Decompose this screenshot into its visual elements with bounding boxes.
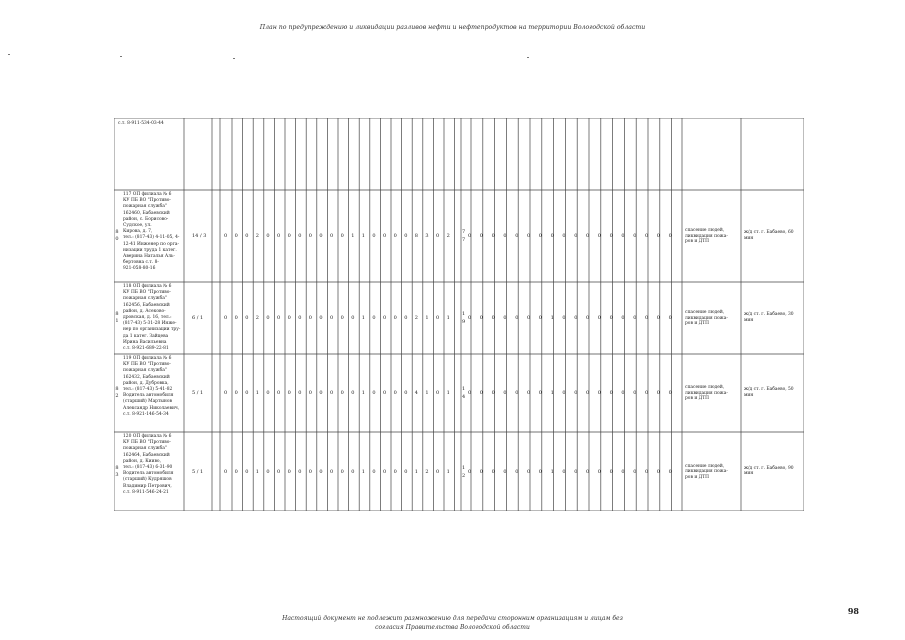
value-cell: 0 (503, 468, 507, 475)
value-cell: 0 (266, 315, 270, 321)
row-number: 8 0 (115, 229, 119, 242)
value-cell: 0 (372, 468, 376, 475)
scan-specks (0, 52, 905, 62)
distance-note: ж/д ст. г. Бабаево, 50 мин (744, 387, 794, 398)
value-cell: 0 (340, 390, 344, 396)
value-cell: 0 (656, 390, 660, 396)
value-cell: 0 (330, 390, 334, 396)
value-cell: 0 (479, 315, 483, 321)
value-cell: 3 (425, 233, 429, 239)
value-cell: 0 (597, 233, 601, 239)
value-cell: 0 (383, 233, 387, 239)
value-cell: 0 (393, 390, 397, 396)
value-cell: 0 (609, 233, 613, 239)
value-cell: 1 (361, 315, 365, 321)
page-number: 98 (847, 606, 859, 616)
value-cell: 0 (319, 468, 323, 475)
value-cell: 0 (597, 390, 601, 396)
value-cell: 0 (633, 315, 637, 321)
value-cell: 0 (330, 233, 334, 239)
value-cell: 0 (287, 233, 291, 239)
organization-info: 119 ОП филиала № 6 КУ ПБ ВО "Противо- пожарная служба" 162432, Бабаевский район, д. Дубровка, тел.: (817-43) 5-41-82 Водитель автомобиля (старший) Мартынов Александр Николаевич, с.т. 8-921-146-54-34 (123, 356, 180, 417)
value-cell: 0 (656, 315, 660, 321)
value-cell: 0 (277, 315, 281, 321)
staff-count: 5 / 1 (192, 468, 204, 475)
value-cell: 0 (527, 233, 531, 239)
value-cell: 0 (491, 390, 495, 396)
value-cell: 1 (255, 390, 259, 396)
value-cell: 0 (340, 315, 344, 321)
value-cell: 1 (425, 390, 429, 396)
value-cell: 0 (308, 390, 312, 396)
value-cell: 0 (245, 315, 249, 321)
value-cell: 0 (621, 315, 625, 321)
tasks-note: спасение людей, ликвидация пожа- ров и ДТП (685, 385, 728, 402)
row-number: 8 1 (115, 311, 119, 324)
organization-info: 117 ОП филиала № 6 КУ ПБ ВО "Противо- пожарная служба" 162460, Бабаевский район, с. Борисово- Судское, ул. Кирова, д. 7, тел.: (817-43) 4-11-05, 4- 12-41 Инженер по орга- низации труда 1 катег. Аверина Наталья Аль- бертовна с.т. 8- 921-058-80-16 (123, 192, 180, 272)
value-cell: 0 (277, 468, 281, 475)
value-cell: 2 (425, 468, 429, 475)
value-cell: 1 (446, 315, 450, 321)
value-cell: 0 (351, 390, 355, 396)
value-cell: 0 (491, 315, 495, 321)
value-cell: 0 (319, 315, 323, 321)
value-cell: 0 (574, 315, 578, 321)
value-cell: 0 (234, 233, 238, 239)
value-cell: 0 (503, 233, 507, 239)
value-cell: 2 (255, 315, 259, 321)
value-cell: 1 (550, 315, 554, 321)
value-cell: 0 (404, 233, 408, 239)
value-cell: 8 (414, 233, 418, 239)
value-cell: 0 (372, 233, 376, 239)
page-footer: Настоящий документ не подлежит размножению для передачи сторонним организациям и лицам без согласия Правительства Вологодской области (282, 615, 623, 631)
continuation-text: с.т. 8-911-534-03-44 (118, 121, 164, 126)
value-cell: 0 (538, 233, 542, 239)
value-cell: 0 (224, 315, 228, 321)
value-cell: 2 (414, 315, 418, 321)
staff-count: 14 / 3 (192, 233, 207, 239)
value-cell: 0 (479, 390, 483, 396)
value-cell: 0 (479, 468, 483, 475)
value-cell: 0 (298, 315, 302, 321)
value-cell: 2 (446, 233, 450, 239)
value-cell: 0 (586, 233, 590, 239)
row-number: 8 2 (115, 386, 119, 399)
tasks-note: спасение людей, ликвидация пожа- ров и ДТП (685, 463, 728, 480)
value-cell: 0 (586, 390, 590, 396)
value-cell: 0 (340, 468, 344, 475)
value-cell: 0 (468, 315, 472, 321)
value-cell: 0 (234, 390, 238, 396)
value-cell: 0 (668, 233, 672, 239)
value-cell: 0 (266, 468, 270, 475)
value-cell: 0 (479, 233, 483, 239)
value-cell: 0 (503, 390, 507, 396)
value-cell: 0 (527, 315, 531, 321)
value-cell: 0 (330, 315, 334, 321)
value-cell: 0 (393, 468, 397, 475)
value-cell: 0 (645, 315, 649, 321)
value-cell: 0 (586, 315, 590, 321)
value-cell: 0 (574, 233, 578, 239)
value-cell: 0 (404, 390, 408, 396)
value-cell: 0 (527, 390, 531, 396)
value-cell: 1 (446, 468, 450, 475)
value-cell: 0 (436, 315, 440, 321)
value-cell: 0 (436, 468, 440, 475)
value-cell: 0 (574, 390, 578, 396)
value-cell: 0 (550, 233, 554, 239)
value-cell: 0 (562, 468, 566, 475)
value-cell: 0 (468, 390, 472, 396)
value-cell: 0 (234, 315, 238, 321)
value-cell: 1 (446, 390, 450, 396)
value-cell: 0 (645, 390, 649, 396)
value-cell: 0 (404, 468, 408, 475)
value-cell: 0 (491, 233, 495, 239)
value-cell: 0 (491, 468, 495, 475)
value-cell: 0 (266, 233, 270, 239)
value-cell: 0 (609, 315, 613, 321)
value-cell: 0 (656, 468, 660, 475)
value-cell: 0 (351, 468, 355, 475)
staff-count: 6 / 1 (192, 315, 204, 321)
fraction-cell: 1 9 (462, 311, 466, 325)
value-cell: 0 (224, 390, 228, 396)
value-cell: 0 (468, 233, 472, 239)
page-header: План по предупреждению и ликвидации разливов нефти и нефтепродуктов на территории Вологодской области (259, 24, 646, 31)
value-cell: 0 (597, 315, 601, 321)
value-cell: 0 (287, 468, 291, 475)
value-cell: 0 (383, 390, 387, 396)
value-cell: 0 (527, 468, 531, 475)
value-cell: 0 (562, 390, 566, 396)
value-cell: 1 (550, 468, 554, 475)
value-cell: 1 (425, 315, 429, 321)
value-cell: 0 (503, 315, 507, 321)
value-cell: 4 (414, 390, 418, 396)
value-cell: 0 (404, 315, 408, 321)
value-cell: 0 (468, 468, 472, 475)
value-cell: 0 (383, 468, 387, 475)
value-cell: 1 (414, 468, 418, 475)
value-cell: 0 (621, 233, 625, 239)
row-number: 8 3 (115, 464, 119, 478)
value-cell: 1 (255, 468, 259, 475)
value-cell: 1 (351, 233, 355, 239)
value-cell: 0 (656, 233, 660, 239)
value-cell: 1 (361, 233, 365, 239)
value-cell: 0 (224, 233, 228, 239)
value-cell: 0 (340, 233, 344, 239)
value-cell: 0 (308, 233, 312, 239)
value-cell: 0 (351, 315, 355, 321)
value-cell: 0 (609, 390, 613, 396)
value-cell: 0 (597, 468, 601, 475)
value-cell: 0 (436, 233, 440, 239)
value-cell: 0 (372, 315, 376, 321)
value-cell: 0 (298, 468, 302, 475)
value-cell: 0 (234, 468, 238, 475)
fraction-cell: 1 4 (462, 386, 466, 400)
value-cell: 0 (287, 390, 291, 396)
value-cell: 0 (538, 468, 542, 475)
value-cell: 0 (515, 315, 519, 321)
value-cell: 0 (515, 233, 519, 239)
distance-note: ж/д ст. г. Бабаево, 60 мин (744, 230, 794, 241)
value-cell: 0 (277, 390, 281, 396)
distance-note: ж/д ст. г. Бабаево, 90 мин (744, 465, 794, 477)
value-cell: 0 (298, 233, 302, 239)
value-cell: 0 (515, 468, 519, 475)
value-cell: 0 (668, 315, 672, 321)
value-cell: 0 (224, 468, 228, 475)
value-cell: 0 (436, 390, 440, 396)
tasks-note: спасение людей, ликвидация пожа- ров и ДТП (685, 310, 728, 327)
value-cell: 0 (319, 390, 323, 396)
value-cell: 0 (287, 315, 291, 321)
value-cell: 0 (277, 233, 281, 239)
value-cell: 0 (668, 468, 672, 475)
value-cell: 0 (574, 468, 578, 475)
value-cell: 0 (383, 315, 387, 321)
value-cell: 0 (562, 233, 566, 239)
value-cell: 0 (245, 233, 249, 239)
value-cell: 0 (245, 390, 249, 396)
distance-note: ж/д ст. г. Бабаево, 30 мин (744, 312, 794, 323)
value-cell: 1 (361, 390, 365, 396)
value-cell: 0 (645, 468, 649, 475)
value-cell: 0 (633, 468, 637, 475)
value-cell: 0 (633, 233, 637, 239)
value-cell: 0 (266, 390, 270, 396)
value-cell: 0 (308, 468, 312, 475)
value-cell: 0 (621, 468, 625, 475)
organization-info: 120 ОП филиала № 6 КУ ПБ ВО "Противо- пожарная служба" 162464, Бабаевский район, д. Кииво, тел.: (817-43) 6-31-90 Водитель автомобиля (старший) Кудряшов Владимир Петрович, с.т. 8-911-546-24-21 (123, 434, 174, 495)
fraction-cell: 7 7 (462, 229, 466, 243)
equipment-table (114, 118, 804, 511)
organization-info: 118 ОП филиала № 6 КУ ПБ ВО "Противо- пожарная служба" 162456, Бабаевский район, д. Асеково- дровская, д. 16, тел.: (817-43) 5-31-28 Инже- нер по организации тру- да 1 катег. Зайцева Ирина Васильевна с.т. 8-921-689-22-81 (123, 284, 181, 352)
value-cell: 0 (319, 233, 323, 239)
tasks-note: спасение людей, ликвидация пожа- ров и ДТП (685, 228, 728, 245)
value-cell: 0 (515, 390, 519, 396)
value-cell: 0 (633, 390, 637, 396)
value-cell: 0 (586, 468, 590, 475)
value-cell: 0 (372, 390, 376, 396)
value-cell: 0 (621, 390, 625, 396)
value-cell: 0 (609, 468, 613, 475)
value-cell: 1 (361, 468, 365, 475)
staff-count: 5 / 1 (192, 390, 204, 396)
value-cell: 0 (245, 468, 249, 475)
value-cell: 1 (550, 390, 554, 396)
value-cell: 0 (308, 315, 312, 321)
value-cell: 0 (538, 315, 542, 321)
value-cell: 0 (562, 315, 566, 321)
value-cell: 2 (255, 233, 259, 239)
value-cell: 0 (645, 233, 649, 239)
value-cell: 0 (298, 390, 302, 396)
value-cell: 0 (393, 233, 397, 239)
value-cell: 0 (330, 468, 334, 475)
fraction-cell: 1 2 (462, 464, 466, 479)
value-cell: 0 (668, 390, 672, 396)
value-cell: 0 (393, 315, 397, 321)
value-cell: 0 (538, 390, 542, 396)
